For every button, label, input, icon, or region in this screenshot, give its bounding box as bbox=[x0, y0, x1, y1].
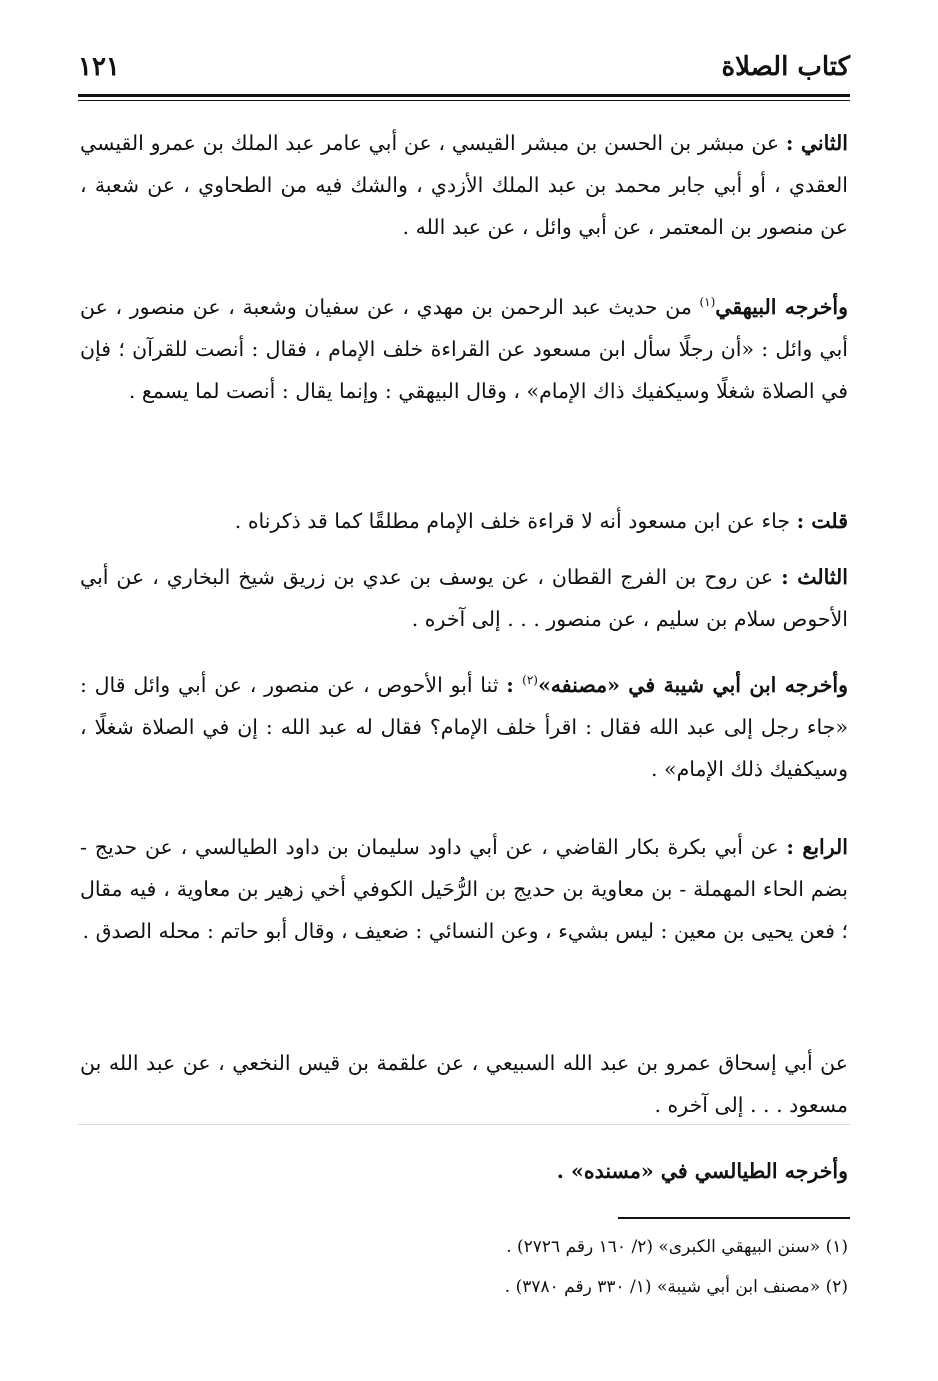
paragraph-third-chain bbox=[80, 556, 848, 640]
page-number: ١٢١ bbox=[78, 52, 120, 82]
paragraph-lead: الثاني : bbox=[785, 131, 848, 155]
footnote-ref-1: (١) bbox=[699, 295, 716, 310]
page-header bbox=[78, 48, 850, 92]
paragraph-text: عن روح بن الفرج القطان ، عن يوسف بن عدي بن زريق شيخ البخاري ، عن أبي الأحوص سلام بن سليم ، عن منصور . . . إلى آخره . bbox=[80, 565, 848, 631]
paragraph-tayalisi bbox=[80, 1150, 848, 1192]
paragraph-text: عن مبشر بن الحسن بن مبشر القيسي ، عن أبي عامر عبد الملك بن عمرو القيسي العقدي ، أو أبي جابر محمد بن عبد الملك الأزدي ، والشك فيه من الطحاوي ، عن شعبة ، عن منصور بن المعتمر ، عن أبي وائل ، عن عبد الله . bbox=[80, 131, 848, 239]
paragraph-second-chain bbox=[80, 122, 848, 248]
footnote-2: (٢) «مصنف ابن أبي شيبة» (١/ ٣٣٠ رقم ٣٧٨٠) . bbox=[504, 1277, 848, 1297]
header-rule-thick bbox=[78, 94, 850, 97]
chapter-title: كتاب الصلاة bbox=[721, 52, 850, 82]
paragraph-lead-colon: : bbox=[506, 673, 523, 697]
paragraph-fourth-chain bbox=[80, 826, 848, 952]
paragraph-lead: وأخرجه البيهقي bbox=[715, 295, 848, 319]
paragraph-lead: وأخرجه الطيالسي في «مسنده» . bbox=[556, 1159, 848, 1183]
paragraph-lead: الرابع : bbox=[786, 835, 848, 859]
paragraph-bayhaqi bbox=[80, 286, 848, 412]
footnote-ref-2: (٢) bbox=[522, 673, 538, 688]
paragraph-lead: قلت : bbox=[796, 509, 848, 533]
paragraph-lead: الثالث : bbox=[781, 565, 848, 589]
paragraph-text: ثنا أبو الأحوص ، عن منصور ، عن أبي وائل قال : «جاء رجل إلى عبد الله فقال : اقرأ خلف الإمام؟ فقال له عبد الله : إن في الصلاة شغلًا ، وسيكفيك ذلك الإمام» . bbox=[80, 673, 848, 781]
paragraph-text: جاء عن ابن مسعود أنه لا قراءة خلف الإمام مطلقًا كما قد ذكرناه . bbox=[234, 509, 797, 533]
header-rule-thin bbox=[78, 100, 850, 101]
paragraph-text: من حديث عبد الرحمن بن مهدي ، عن سفيان وشعبة ، عن منصور ، عن أبي وائل : «أن رجلًا سأل ابن مسعود عن القراءة خلف الإمام ، فقال : أنصت للقرآن ؛ فإن في الصلاة شغلًا وسيكفيك ذاك الإمام» ، وقال البيهقي : وإنما يقال : أنصت لما يسمع . bbox=[80, 295, 848, 403]
footnote-1: (١) «سنن البيهقي الكبرى» (٢/ ١٦٠ رقم ٢٧٢٦) . bbox=[506, 1237, 848, 1257]
footnote-separator bbox=[618, 1217, 850, 1219]
paragraph-qultu bbox=[80, 500, 848, 542]
paragraph-ibn-abi-shayba bbox=[80, 664, 848, 790]
paragraph-text: عن أبي إسحاق عمرو بن عبد الله السبيعي ، عن علقمة بن قيس النخعي ، عن عبد الله بن مسعود . . . إلى آخره . bbox=[80, 1051, 848, 1117]
paragraph-abu-ishaq bbox=[80, 1042, 848, 1126]
paragraph-lead: وأخرجه ابن أبي شيبة في «مصنفه» bbox=[537, 673, 848, 697]
paragraph-text: عن أبي بكرة بكار القاضي ، عن أبي داود سليمان بن داود الطيالسي ، عن حديج - بضم الحاء المهملة - بن معاوية بن حديج بن الرُّحَيل الكوفي أخي زهير بن معاوية ، فيه مقال ؛ فعن يحيى بن معين : ليس بشيء ، وعن النسائي : ضعيف ، وقال أبو حاتم : محله الصدق . bbox=[80, 835, 848, 943]
